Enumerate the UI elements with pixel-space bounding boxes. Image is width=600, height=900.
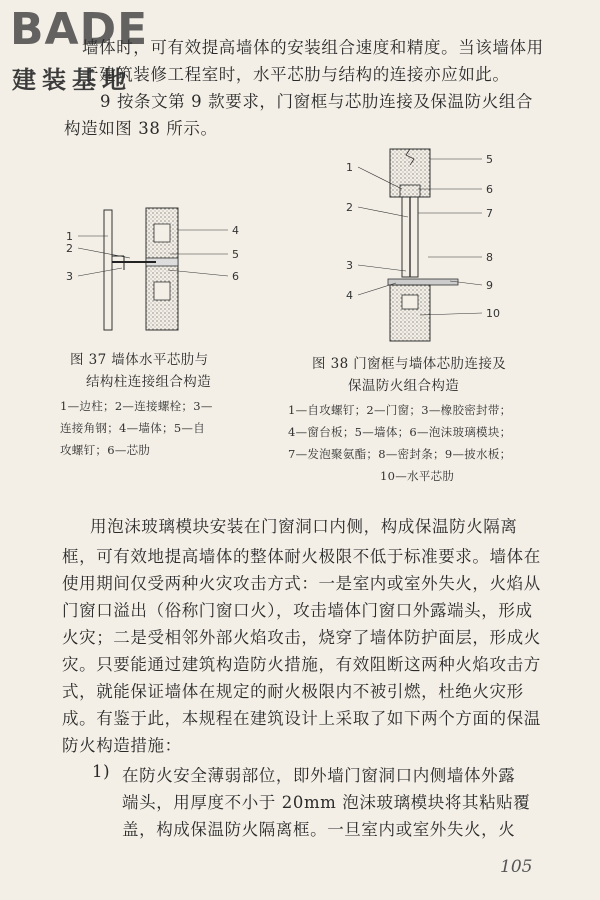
fig37-legend-line-3: 攻螺钉；6—芯肋 bbox=[60, 443, 151, 457]
fig38-callout-1: 1 bbox=[346, 161, 353, 174]
fig37-caption-line-2: 结构柱连接组合构造 bbox=[86, 374, 212, 390]
figure-38-diagram bbox=[340, 145, 520, 345]
fig37-callout-3: 3 bbox=[66, 270, 73, 283]
fig38-callout-4: 4 bbox=[346, 289, 353, 302]
fig38-callout-8: 8 bbox=[486, 251, 493, 264]
body-line-3: 使用期间仅受两种火灾攻击方式：一是室内或室外失火，火焰从 bbox=[62, 574, 541, 593]
fig37-callout-2: 2 bbox=[66, 242, 73, 255]
fig37-callout-6: 6 bbox=[232, 270, 239, 283]
list-item-1-line-2: 端头，用厚度不小于 20mm 泡沫玻璃模块将其粘贴覆 bbox=[122, 793, 531, 812]
fig38-caption-line-1: 图 38 门窗框与墙体芯肋连接及 bbox=[312, 356, 507, 372]
fig38-legend-line-4: 10—水平芯肋 bbox=[380, 469, 455, 483]
top-text-line-4: 构造如图 38 所示。 bbox=[64, 119, 218, 138]
fig38-callout-6: 6 bbox=[486, 183, 493, 196]
fig38-caption-line-2: 保温防火组合构造 bbox=[348, 378, 460, 394]
top-text-line-1: 墙体时，可有效提高墙体的安装组合速度和精度。当该墙体用 bbox=[82, 38, 544, 57]
fig38-callout-10: 10 bbox=[486, 307, 500, 320]
body-line-1: 用泡沫玻璃模块安装在门窗洞口内侧，构成保温防火隔离 bbox=[90, 517, 518, 536]
fig37-callout-5: 5 bbox=[232, 248, 239, 261]
fig38-legend-line-1: 1—自攻螺钉；2—门窗；3—橡胶密封带； bbox=[288, 403, 512, 417]
body-line-8: 成。有鉴于此，本规程在建筑设计上采取了如下两个方面的保温 bbox=[62, 709, 541, 728]
logo-subtitle: 建装基地 bbox=[12, 66, 132, 94]
body-line-5: 火灾；二是受相邻外部火焰攻击，烧穿了墙体防护面层，形成火 bbox=[62, 628, 541, 647]
fig38-legend-line-2: 4—窗台板；5—墙体；6—泡沫玻璃模块； bbox=[288, 425, 512, 439]
list-item-1-line-3: 盖，构成保温防火隔离框。一旦室内或室外失火，火 bbox=[122, 820, 516, 839]
body-line-6: 灾。只要能通过建筑构造防火措施，有效阻断这两种火焰攻击方 bbox=[62, 655, 541, 674]
fig37-callout-4: 4 bbox=[232, 224, 239, 237]
page-number: 105 bbox=[500, 857, 533, 877]
top-text-line-2: 于建筑装修工程室时，水平芯肋与结构的连接亦应如此。 bbox=[82, 65, 510, 84]
top-text-line-3: 9 按条文第 9 款要求，门窗框与芯肋连接及保温防火组合 bbox=[100, 92, 534, 111]
fig38-callout-9: 9 bbox=[486, 279, 493, 292]
body-line-7: 式，就能保证墙体在规定的耐火极限内不被引燃，杜绝火灾形 bbox=[62, 682, 524, 701]
fig38-legend-line-3: 7—发泡聚氨酯；8—密封条；9—披水板； bbox=[288, 447, 512, 461]
fig37-caption-line-1: 图 37 墙体水平芯肋与 bbox=[70, 352, 209, 368]
logo-brand: BADE bbox=[10, 4, 149, 55]
fig37-callout-1: 1 bbox=[66, 230, 73, 243]
fig38-callout-7: 7 bbox=[486, 207, 493, 220]
fig38-callout-5: 5 bbox=[486, 153, 493, 166]
fig38-callout-3: 3 bbox=[346, 259, 353, 272]
list-item-1-line-1: 在防火安全薄弱部位，即外墙门窗洞口内侧墙体外露 bbox=[122, 766, 516, 785]
figure-37-diagram bbox=[60, 200, 250, 340]
body-line-9: 防火构造措施： bbox=[62, 736, 182, 755]
fig37-legend-line-1: 1—边柱；2—连接螺栓；3— bbox=[60, 399, 213, 413]
body-line-2: 框，可有效地提高墙体的整体耐火极限不低于标准要求。墙体在 bbox=[62, 547, 541, 566]
body-line-4: 门窗口溢出（俗称门窗口火），攻击墙体门窗口外露端头，形成 bbox=[62, 601, 533, 620]
fig38-callout-2: 2 bbox=[346, 201, 353, 214]
fig37-legend-line-2: 连接角钢；4—墙体；5—自 bbox=[60, 421, 206, 435]
list-item-1-number: 1) bbox=[92, 762, 111, 781]
